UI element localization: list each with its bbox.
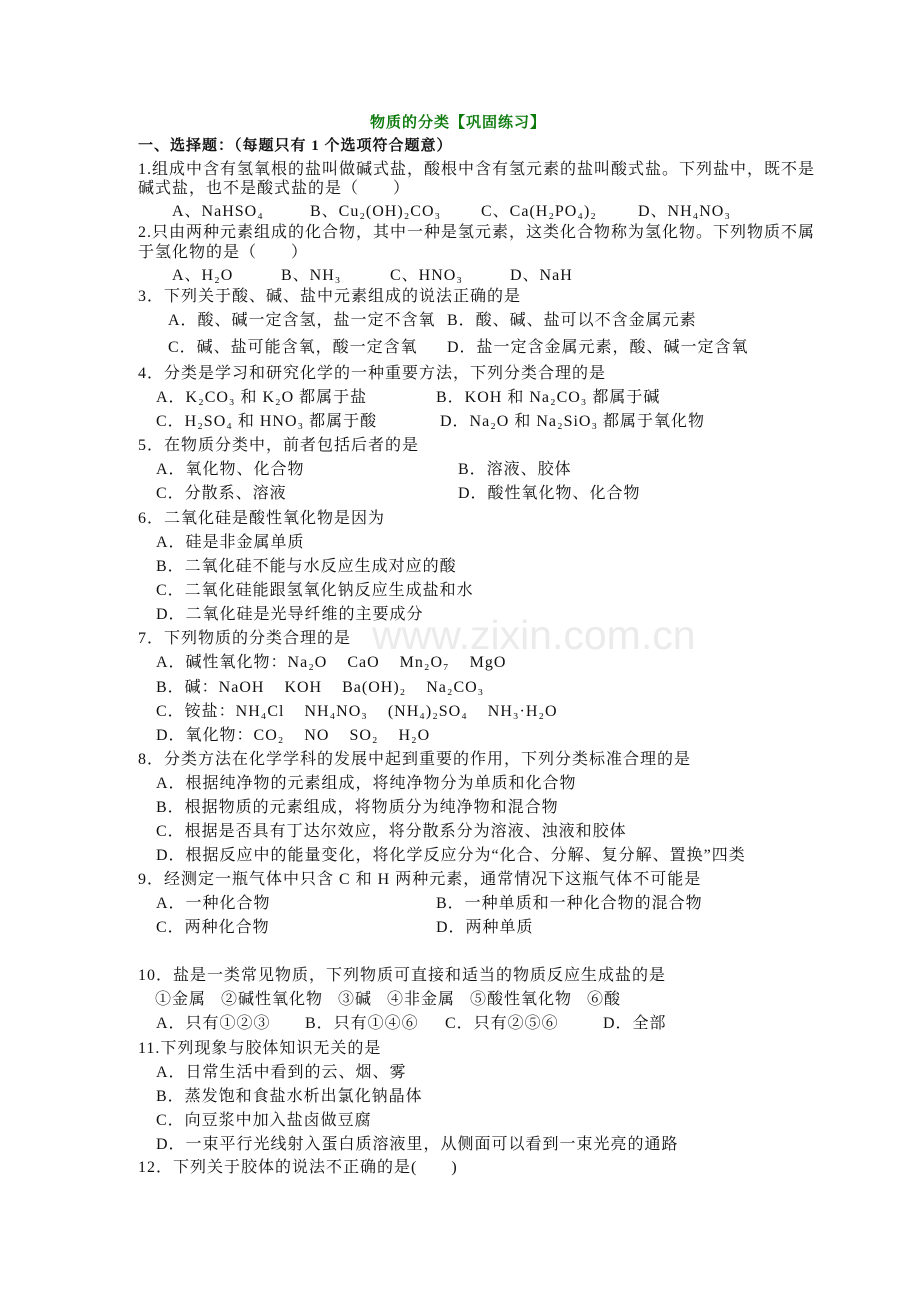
option-d: D．二氧化硅是光导纤维的主要成分 (156, 606, 424, 623)
option-d: D．酸性氧化物、化合物 (458, 485, 641, 502)
option-b: B．一种单质和一种化合物的混合物 (436, 895, 703, 912)
option-a: A．氧化物、化合物 (156, 461, 305, 478)
question-stem: 7．下列物质的分类合理的是 (138, 630, 352, 647)
option-d: D、NH₄NO₃ (638, 203, 731, 220)
option-d: D．盐一定含金属元素，酸、碱一定含氧 (447, 339, 749, 356)
option-c: C、HNO₃ (390, 267, 463, 284)
option-a: A、NaHSO₄ (172, 203, 264, 220)
watermark: www.zixin.com.cn (372, 612, 696, 658)
option-a: A．K₂CO₃ 和 K₂O 都属于盐 (156, 389, 368, 406)
option-a: A．根据纯净物的元素组成，将纯净物分为单质和化合物 (156, 775, 577, 792)
option-a: A．碱性氧化物：Na₂O CaO Mn₂O₇ MgO (156, 654, 507, 671)
option-a: A．酸、碱一定含氢，盐一定不含氧 (168, 312, 436, 329)
option-d: D．一束平行光线射入蛋白质溶液里，从侧面可以看到一束光亮的通路 (156, 1136, 679, 1153)
option-c: C．分散系、溶液 (156, 485, 287, 502)
question-stem: 6．二氧化硅是酸性氧化物是因为 (138, 510, 386, 527)
question-stem: 1.组成中含有氢氧根的盐叫做碱式盐，酸根中含有氢元素的盐叫酸式盐。下列盐中，既不是 (138, 161, 816, 178)
question-stem: 2.只由两种元素组成的化合物，其中一种是氢元素，这类化合物称为氢化物。下列物质不属 (138, 224, 816, 241)
question-stem: 8．分类方法在化学学科的发展中起到重要的作用，下列分类标准合理的是 (138, 751, 692, 768)
option-c: C．二氧化硅能跟氢氧化钠反应生成盐和水 (156, 582, 474, 599)
option-d: D、NaH (510, 267, 573, 284)
option-b: B．酸、碱、盐可以不含金属元素 (447, 312, 697, 329)
question-stem: 3．下列关于酸、碱、盐中元素组成的说法正确的是 (138, 288, 522, 305)
question-stem: 于氢化物的是（ ） (138, 244, 309, 261)
option-d: D．氧化物：CO₂ NO SO₂ H₂O (156, 727, 431, 744)
option-c: C．根据是否具有丁达尔效应，将分散系分为溶液、浊液和胶体 (156, 823, 627, 840)
option-b: B．溶液、胶体 (458, 461, 572, 478)
option-c: C．两种化合物 (156, 919, 270, 936)
page-title: 物质的分类【巩固练习】 (369, 115, 546, 131)
option-a: A．日常生活中看到的云、烟、雾 (156, 1064, 407, 1081)
question-stem: 碱式盐，也不是酸式盐的是（ ） (138, 180, 411, 197)
option-a: A．一种化合物 (156, 895, 271, 912)
option-a: A、H₂O (172, 267, 234, 284)
option-b: B．二氧化硅不能与水反应生成对应的酸 (156, 558, 457, 575)
option-b: B．碱：NaOH KOH Ba(OH)₂ Na₂CO₃ (156, 679, 485, 696)
option-b: B．只有①④⑥ (305, 1015, 419, 1032)
option-b: B．根据物质的元素组成，将物质分为纯净物和混合物 (156, 799, 559, 816)
option-d: D．根据反应中的能量变化，将化学反应分为“化合、分解、复分解、置换”四类 (156, 847, 746, 864)
option-d: D．两种单质 (436, 919, 534, 936)
option-a: A．硅是非金属单质 (156, 534, 305, 551)
option-d: D．全部 (603, 1015, 667, 1032)
option-c: C、Ca(H₂PO₄)₂ (481, 203, 597, 220)
option-d: D．Na₂O 和 Na₂SiO₃ 都属于氧化物 (440, 413, 706, 430)
option-c: C．铵盐：NH₄Cl NH₄NO₃ (NH₄)₂SO₄ NH₃·H₂O (156, 703, 558, 720)
question-stem: 9．经测定一瓶气体中只含 C 和 H 两种元素，通常情况下这瓶气体不可能是 (138, 871, 702, 888)
question-stem: 10．盐是一类常见物质，下列物质可直接和适当的物质反应生成盐的是 (138, 967, 667, 984)
question-stem: 11.下列现象与胶体知识无关的是 (138, 1040, 382, 1057)
question-stem: 4．分类是学习和研究化学的一种重要方法，下列分类合理的是 (138, 365, 607, 382)
option-b: B．KOH 和 Na₂CO₃ 都属于碱 (436, 389, 661, 406)
question-stem: 12．下列关于胶体的说法不正确的是( ) (138, 1159, 458, 1176)
option-b: B、NH₃ (281, 267, 342, 284)
option-c: C．只有②⑤⑥ (445, 1015, 559, 1032)
option-c: C．H₂SO₄ 和 HNO₃ 都属于酸 (156, 413, 378, 430)
section-heading: 一、选择题：（每题只有 1 个选项符合题意） (138, 138, 453, 154)
question-item-list: ①金属 ②碱性氧化物 ③碱 ④非金属 ⑤酸性氧化物 ⑥酸 (155, 991, 622, 1008)
option-c: C．碱、盐可能含氧，酸一定含氧 (168, 339, 418, 356)
option-c: C．向豆浆中加入盐卤做豆腐 (156, 1112, 372, 1129)
option-b: B．蒸发饱和食盐水析出氯化钠晶体 (156, 1088, 423, 1105)
question-stem: 5．在物质分类中，前者包括后者的是 (138, 437, 420, 454)
option-a: A．只有①②③ (156, 1015, 271, 1032)
option-b: B、Cu₂(OH)₂CO₃ (310, 203, 442, 220)
